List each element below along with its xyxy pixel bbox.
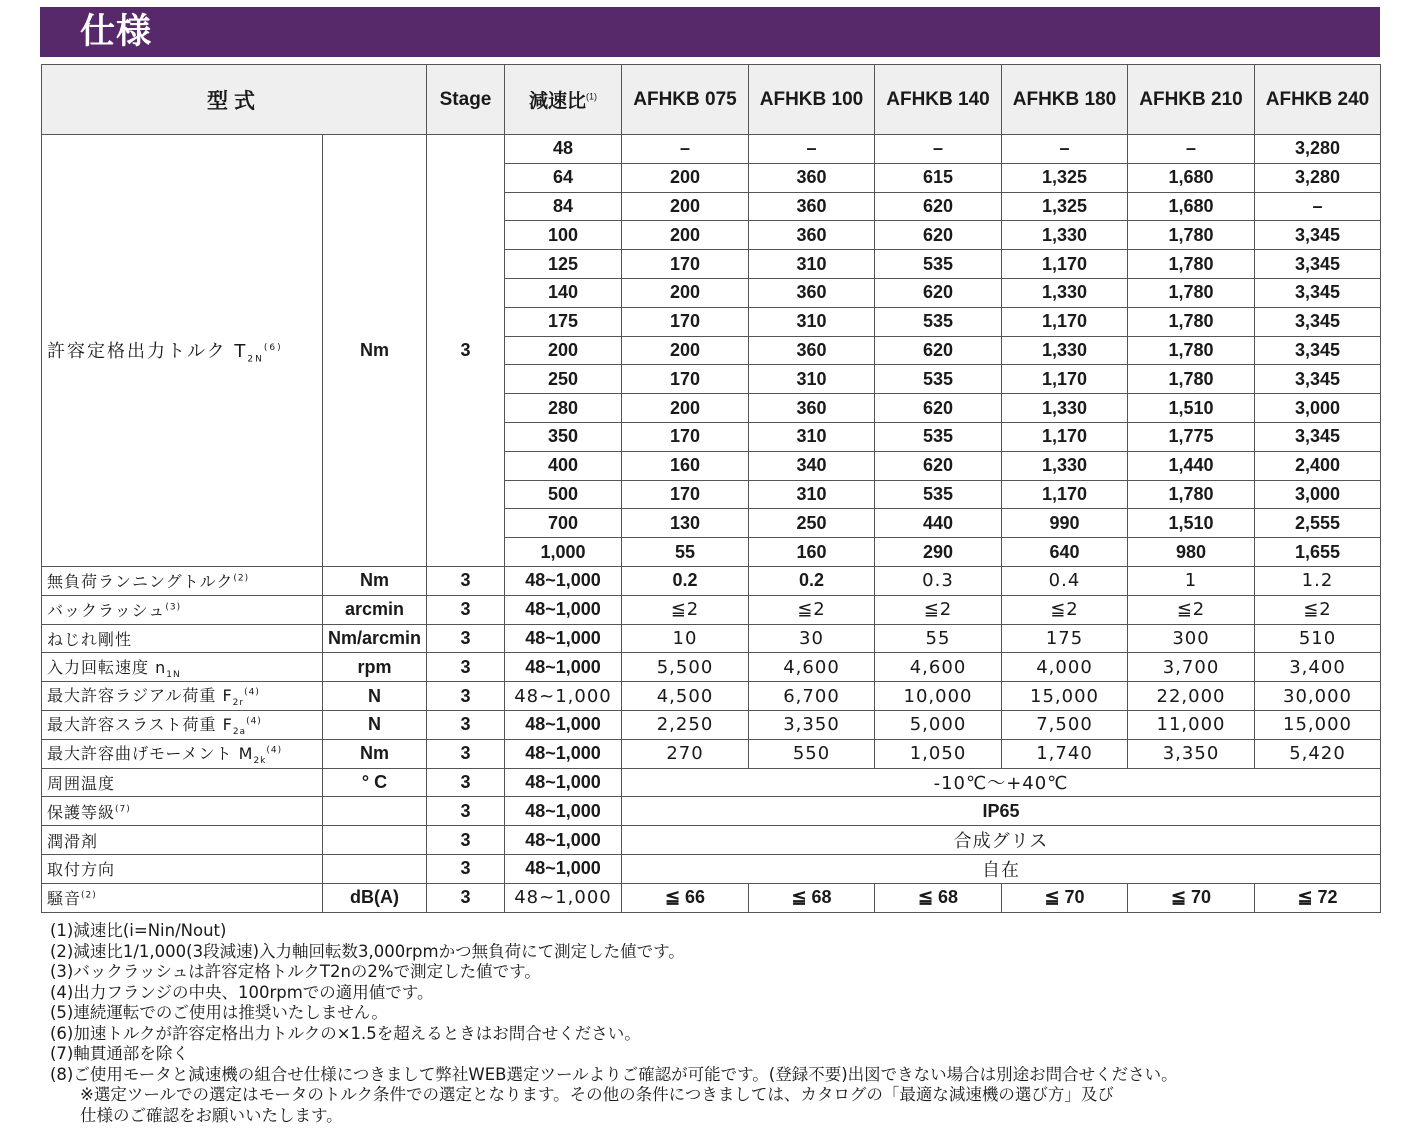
value-cell: 3,000 <box>1255 480 1381 509</box>
value-cell: 3,350 <box>749 710 875 739</box>
value-cell: 10,000 <box>875 682 1002 711</box>
ratio-cell: 84 <box>505 192 622 221</box>
stage-cell: 3 <box>427 710 505 739</box>
row-label-text: 取付方向 <box>47 860 116 880</box>
value-cell: 1,325 <box>1002 192 1128 221</box>
torque-unit: Nm <box>323 135 427 567</box>
value-cell: – <box>1128 135 1255 164</box>
value-cell: 11,000 <box>1128 710 1255 739</box>
row-label-text: ねじれ剛性 <box>47 629 133 649</box>
header-row <box>42 65 1381 135</box>
footnote: (6)加速トルクが許容定格出力トルクの×1.5を超えるときはお問合せください。 <box>50 1023 641 1043</box>
value-cell: 1,775 <box>1128 422 1255 451</box>
row-label-text: 騒音 <box>47 889 82 909</box>
model-header-cell: AFHKB 100 <box>749 65 875 135</box>
table-row <box>42 624 1381 653</box>
ratio-cell: 48~1,000 <box>505 653 622 682</box>
row-label <box>42 797 323 826</box>
row-label-text: 保護等級 <box>47 802 116 822</box>
value-cell: 15,000 <box>1255 710 1381 739</box>
row-label <box>42 653 323 682</box>
ratio-cell: 48~1,000 <box>505 595 622 624</box>
value-cell: 55 <box>622 538 749 567</box>
value-cell: 200 <box>622 336 749 365</box>
page-title: 仕様 <box>80 12 153 52</box>
value-cell: 1,330 <box>1002 221 1128 250</box>
row-label-subscript: 2r <box>232 698 245 709</box>
value-cell: 170 <box>622 365 749 394</box>
value-cell: 360 <box>749 278 875 307</box>
value-cell: 2,400 <box>1255 451 1381 480</box>
value-cell: 170 <box>622 250 749 279</box>
merged-value-cell: 自在 <box>622 854 1381 883</box>
stage-cell: 3 <box>427 624 505 653</box>
spec-table <box>41 64 1381 913</box>
ratio-cell: 125 <box>505 250 622 279</box>
value-cell: 30,000 <box>1255 682 1381 711</box>
value-cell: 360 <box>749 192 875 221</box>
value-cell: 990 <box>1002 509 1128 538</box>
row-label-text: 最大許容スラスト荷重 F <box>47 715 233 735</box>
unit-cell: Nm <box>323 566 427 595</box>
stage-cell: 3 <box>427 653 505 682</box>
value-cell: 1,050 <box>875 739 1002 768</box>
value-cell: 1,510 <box>1128 509 1255 538</box>
value-cell: 620 <box>875 451 1002 480</box>
value-cell: 200 <box>622 394 749 423</box>
value-cell: 1,780 <box>1128 365 1255 394</box>
ratio-cell: 175 <box>505 307 622 336</box>
value-cell: 360 <box>749 394 875 423</box>
value-cell: 310 <box>749 365 875 394</box>
value-cell: 620 <box>875 221 1002 250</box>
ratio-cell: 48~1,000 <box>505 826 622 855</box>
value-cell: 620 <box>875 278 1002 307</box>
value-cell: 310 <box>749 250 875 279</box>
value-cell: 3,350 <box>1128 739 1255 768</box>
row-label-text: 入力回転速度 n <box>47 657 167 677</box>
footnote-continuation: 仕様のご確認をお願いいたします。 <box>80 1105 343 1125</box>
value-cell: 5,000 <box>875 710 1002 739</box>
footnote: (5)連続運転でのご使用は推奨いたしません。 <box>50 1003 388 1022</box>
value-cell: 4,600 <box>749 653 875 682</box>
footnote: (2)減速比1/1,000(3段減速)入力軸回転数3,000rpmかつ無負荷にて測定した値です。 <box>50 941 685 961</box>
value-cell: – <box>875 135 1002 164</box>
row-label <box>42 624 323 653</box>
value-cell: ≦ 66 <box>622 883 749 912</box>
ratio-cell: 350 <box>505 422 622 451</box>
model-header-cell: AFHKB 180 <box>1002 65 1128 135</box>
value-cell: 1,780 <box>1128 221 1255 250</box>
table-row <box>42 566 1381 595</box>
value-cell: 440 <box>875 509 1002 538</box>
table-row <box>42 768 1381 797</box>
value-cell: 550 <box>749 739 875 768</box>
value-cell: 1,780 <box>1128 307 1255 336</box>
ratio-cell: 1,000 <box>505 538 622 567</box>
ratio-cell: 48~1,000 <box>505 682 622 711</box>
row-label-subscript: 2k <box>253 756 267 767</box>
value-cell: 3,345 <box>1255 221 1381 250</box>
table-row <box>42 797 1381 826</box>
value-cell: 620 <box>875 394 1002 423</box>
value-cell: 1,170 <box>1002 250 1128 279</box>
stage-cell: 3 <box>427 739 505 768</box>
value-cell: 0.3 <box>875 566 1002 595</box>
row-label-subscript: 2a <box>232 727 247 738</box>
value-cell: 310 <box>749 307 875 336</box>
ratio-cell: 200 <box>505 336 622 365</box>
table-row <box>42 710 1381 739</box>
merged-value-cell: -10℃～+40℃ <box>622 768 1381 797</box>
value-cell: 10 <box>622 624 749 653</box>
ratio-cell: 48~1,000 <box>505 739 622 768</box>
value-cell: 1,740 <box>1002 739 1128 768</box>
row-label-note: (7) <box>115 804 131 815</box>
torque-label-subscript: 2N <box>247 354 264 365</box>
value-cell: 3,345 <box>1255 307 1381 336</box>
merged-value-cell: 合成グリス <box>622 826 1381 855</box>
table-row <box>42 653 1381 682</box>
ratio-cell: 48~1,000 <box>505 624 622 653</box>
value-cell: 360 <box>749 336 875 365</box>
torque-label-text: 許容定格出力トルク T <box>47 340 248 362</box>
model-header: 型式 <box>42 65 427 135</box>
ratio-cell: 48~1,000 <box>505 566 622 595</box>
value-cell: 290 <box>875 538 1002 567</box>
row-label <box>42 595 323 624</box>
ratio-cell: 48~1,000 <box>505 710 622 739</box>
value-cell: ≦ 70 <box>1002 883 1128 912</box>
row-label <box>42 710 323 739</box>
value-cell: 30 <box>749 624 875 653</box>
row-label-subscript: 1N <box>166 669 181 680</box>
value-cell: 300 <box>1128 624 1255 653</box>
value-cell: 620 <box>875 192 1002 221</box>
value-cell: ≦ 68 <box>875 883 1002 912</box>
title-banner <box>40 7 1380 57</box>
value-cell: 310 <box>749 422 875 451</box>
value-cell: 980 <box>1128 538 1255 567</box>
value-cell: 360 <box>749 221 875 250</box>
row-label-text: 無負荷ランニングトルク <box>47 572 234 592</box>
value-cell: 55 <box>875 624 1002 653</box>
table-row <box>42 739 1381 768</box>
footnote: (3)バックラッシュは許容定格トルクT2nの2%で測定した値です。 <box>50 962 541 981</box>
value-cell: 170 <box>622 422 749 451</box>
value-cell: 1,330 <box>1002 336 1128 365</box>
value-cell: 535 <box>875 250 1002 279</box>
value-cell: 4,500 <box>622 682 749 711</box>
value-cell: 3,345 <box>1255 278 1381 307</box>
value-cell: 535 <box>875 480 1002 509</box>
value-cell: 1,170 <box>1002 307 1128 336</box>
ratio-cell: 48 <box>505 135 622 164</box>
unit-cell: Nm/arcmin <box>323 624 427 653</box>
stage-cell: 3 <box>427 883 505 912</box>
value-cell: 1,170 <box>1002 365 1128 394</box>
ratio-header: 減速比$^{(1)}$ <box>505 65 622 135</box>
ratio-cell: 64 <box>505 163 622 192</box>
table-row <box>42 682 1381 711</box>
value-cell: – <box>749 135 875 164</box>
value-cell: 1,680 <box>1128 163 1255 192</box>
value-cell: 160 <box>749 538 875 567</box>
value-cell: – <box>622 135 749 164</box>
ratio-cell: 500 <box>505 480 622 509</box>
value-cell: 510 <box>1255 624 1381 653</box>
row-label-note: (4) <box>266 745 283 756</box>
table-row <box>42 595 1381 624</box>
table-row <box>42 135 1381 164</box>
value-cell: 3,400 <box>1255 653 1381 682</box>
footnote: (7)軸貫通部を除く <box>50 1044 189 1063</box>
ratio-cell: 700 <box>505 509 622 538</box>
value-cell: 250 <box>749 509 875 538</box>
value-cell: 170 <box>622 480 749 509</box>
row-label-text: 周囲温度 <box>47 773 116 793</box>
footnote: (8)ご使用モータと減速機の組合せ仕様につきまして弊社WEB選定ツールよりご確認が可能です。(登録不要)出図できない場合は別途お問合せください。 <box>50 1064 1178 1084</box>
value-cell: 0.2 <box>749 566 875 595</box>
row-label-note: (2) <box>81 890 97 901</box>
model-header-cell: AFHKB 075 <box>622 65 749 135</box>
table-row <box>42 826 1381 855</box>
value-cell: 2,250 <box>622 710 749 739</box>
value-cell: 620 <box>875 336 1002 365</box>
value-cell: 1,170 <box>1002 480 1128 509</box>
value-cell: – <box>1002 135 1128 164</box>
row-label-text: 最大許容曲げモーメント M <box>47 744 254 764</box>
ratio-cell: 250 <box>505 365 622 394</box>
value-cell: ≦2 <box>749 595 875 624</box>
value-cell: 270 <box>622 739 749 768</box>
row-label <box>42 739 323 768</box>
merged-value-cell: IP65 <box>622 797 1381 826</box>
row-label-note: (4) <box>246 716 262 727</box>
torque-label-note: (6) <box>263 342 283 353</box>
row-label-note: (4) <box>244 688 260 699</box>
value-cell: ≦2 <box>1002 595 1128 624</box>
ratio-cell: 48~1,000 <box>505 883 622 912</box>
value-cell: 7,500 <box>1002 710 1128 739</box>
value-cell: 200 <box>622 163 749 192</box>
unit-cell: Nm <box>323 739 427 768</box>
row-label <box>42 883 323 912</box>
value-cell: 340 <box>749 451 875 480</box>
value-cell: 2,555 <box>1255 509 1381 538</box>
model-header-cell: AFHKB 140 <box>875 65 1002 135</box>
value-cell: ≦ 72 <box>1255 883 1381 912</box>
row-label-text: 潤滑剤 <box>47 831 99 851</box>
value-cell: 3,345 <box>1255 250 1381 279</box>
value-cell: 1,170 <box>1002 422 1128 451</box>
row-label <box>42 768 323 797</box>
unit-cell <box>323 854 427 883</box>
value-cell: – <box>1255 192 1381 221</box>
value-cell: 0.2 <box>622 566 749 595</box>
value-cell: 3,280 <box>1255 163 1381 192</box>
row-label <box>42 854 323 883</box>
spec-table-body <box>42 135 1381 913</box>
value-cell: 0.4 <box>1002 566 1128 595</box>
value-cell: 5,500 <box>622 653 749 682</box>
value-cell: 3,345 <box>1255 336 1381 365</box>
footnote: (4)出力フランジの中央、100rpmでの適用値です。 <box>50 982 434 1002</box>
value-cell: 1,655 <box>1255 538 1381 567</box>
value-cell: 6,700 <box>749 682 875 711</box>
unit-cell <box>323 826 427 855</box>
value-cell: 615 <box>875 163 1002 192</box>
torque-label <box>42 135 323 567</box>
value-cell: 535 <box>875 422 1002 451</box>
value-cell: 640 <box>1002 538 1128 567</box>
value-cell: ≦ 70 <box>1128 883 1255 912</box>
stage-header: Stage <box>427 65 505 135</box>
ratio-cell: 48~1,000 <box>505 797 622 826</box>
model-header-cell: AFHKB 240 <box>1255 65 1381 135</box>
row-label <box>42 566 323 595</box>
row-label-text: バックラッシュ <box>47 601 166 621</box>
value-cell: 535 <box>875 307 1002 336</box>
stage-cell: 3 <box>427 768 505 797</box>
value-cell: 3,700 <box>1128 653 1255 682</box>
value-cell: 1,780 <box>1128 336 1255 365</box>
value-cell: 360 <box>749 163 875 192</box>
torque-stage: 3 <box>427 135 505 567</box>
value-cell: 160 <box>622 451 749 480</box>
unit-cell: N <box>323 682 427 711</box>
unit-cell: rpm <box>323 653 427 682</box>
row-label-text: 最大許容ラジアル荷重 F <box>47 686 233 706</box>
value-cell: 130 <box>622 509 749 538</box>
value-cell: 1.2 <box>1255 566 1381 595</box>
stage-cell: 3 <box>427 826 505 855</box>
value-cell: 3,345 <box>1255 422 1381 451</box>
value-cell: 1,325 <box>1002 163 1128 192</box>
footnotes <box>50 921 1390 1126</box>
value-cell: ≦2 <box>622 595 749 624</box>
value-cell: 1,510 <box>1128 394 1255 423</box>
row-label <box>42 826 323 855</box>
value-cell: 3,280 <box>1255 135 1381 164</box>
value-cell: 1,780 <box>1128 250 1255 279</box>
table-row <box>42 854 1381 883</box>
ratio-cell: 400 <box>505 451 622 480</box>
stage-cell: 3 <box>427 566 505 595</box>
ratio-cell: 280 <box>505 394 622 423</box>
value-cell: 1,330 <box>1002 394 1128 423</box>
value-cell: ≦ 68 <box>749 883 875 912</box>
value-cell: 170 <box>622 307 749 336</box>
value-cell: 200 <box>622 221 749 250</box>
footnote-continuation: ※選定ツールでの選定はモータのトルク条件での選定となります。その他の条件につきましては、カタログの「最適な減速機の選び方」及び <box>80 1085 1114 1104</box>
row-label <box>42 682 323 711</box>
stage-cell: 3 <box>427 854 505 883</box>
value-cell: 5,420 <box>1255 739 1381 768</box>
value-cell: 3,345 <box>1255 365 1381 394</box>
row-label-note: (2) <box>233 574 250 585</box>
value-cell: 200 <box>622 192 749 221</box>
stage-cell: 3 <box>427 595 505 624</box>
ratio-cell: 140 <box>505 278 622 307</box>
value-cell: 1,440 <box>1128 451 1255 480</box>
unit-cell: ° C <box>323 768 427 797</box>
row-label-note: (3) <box>165 602 182 613</box>
value-cell: ≦2 <box>875 595 1002 624</box>
footnote: (1)減速比(i=Nin/Nout) <box>50 921 227 940</box>
value-cell: 310 <box>749 480 875 509</box>
value-cell: 175 <box>1002 624 1128 653</box>
value-cell: ≦2 <box>1128 595 1255 624</box>
model-header-cell: AFHKB 210 <box>1128 65 1255 135</box>
ratio-cell: 48~1,000 <box>505 854 622 883</box>
value-cell: 200 <box>622 278 749 307</box>
value-cell: 15,000 <box>1002 682 1128 711</box>
unit-cell: N <box>323 710 427 739</box>
value-cell: 1,780 <box>1128 480 1255 509</box>
value-cell: 22,000 <box>1128 682 1255 711</box>
stage-cell: 3 <box>427 682 505 711</box>
value-cell: 1 <box>1128 566 1255 595</box>
unit-cell: arcmin <box>323 595 427 624</box>
value-cell: 535 <box>875 365 1002 394</box>
value-cell: 1,330 <box>1002 278 1128 307</box>
value-cell: 4,600 <box>875 653 1002 682</box>
ratio-cell: 100 <box>505 221 622 250</box>
stage-cell: 3 <box>427 797 505 826</box>
value-cell: 1,330 <box>1002 451 1128 480</box>
ratio-cell: 48~1,000 <box>505 768 622 797</box>
value-cell: ≦2 <box>1255 595 1381 624</box>
value-cell: 4,000 <box>1002 653 1128 682</box>
value-cell: 1,780 <box>1128 278 1255 307</box>
table-row <box>42 883 1381 912</box>
value-cell: 3,000 <box>1255 394 1381 423</box>
value-cell: 1,680 <box>1128 192 1255 221</box>
unit-cell <box>323 797 427 826</box>
unit-cell: dB(A) <box>323 883 427 912</box>
